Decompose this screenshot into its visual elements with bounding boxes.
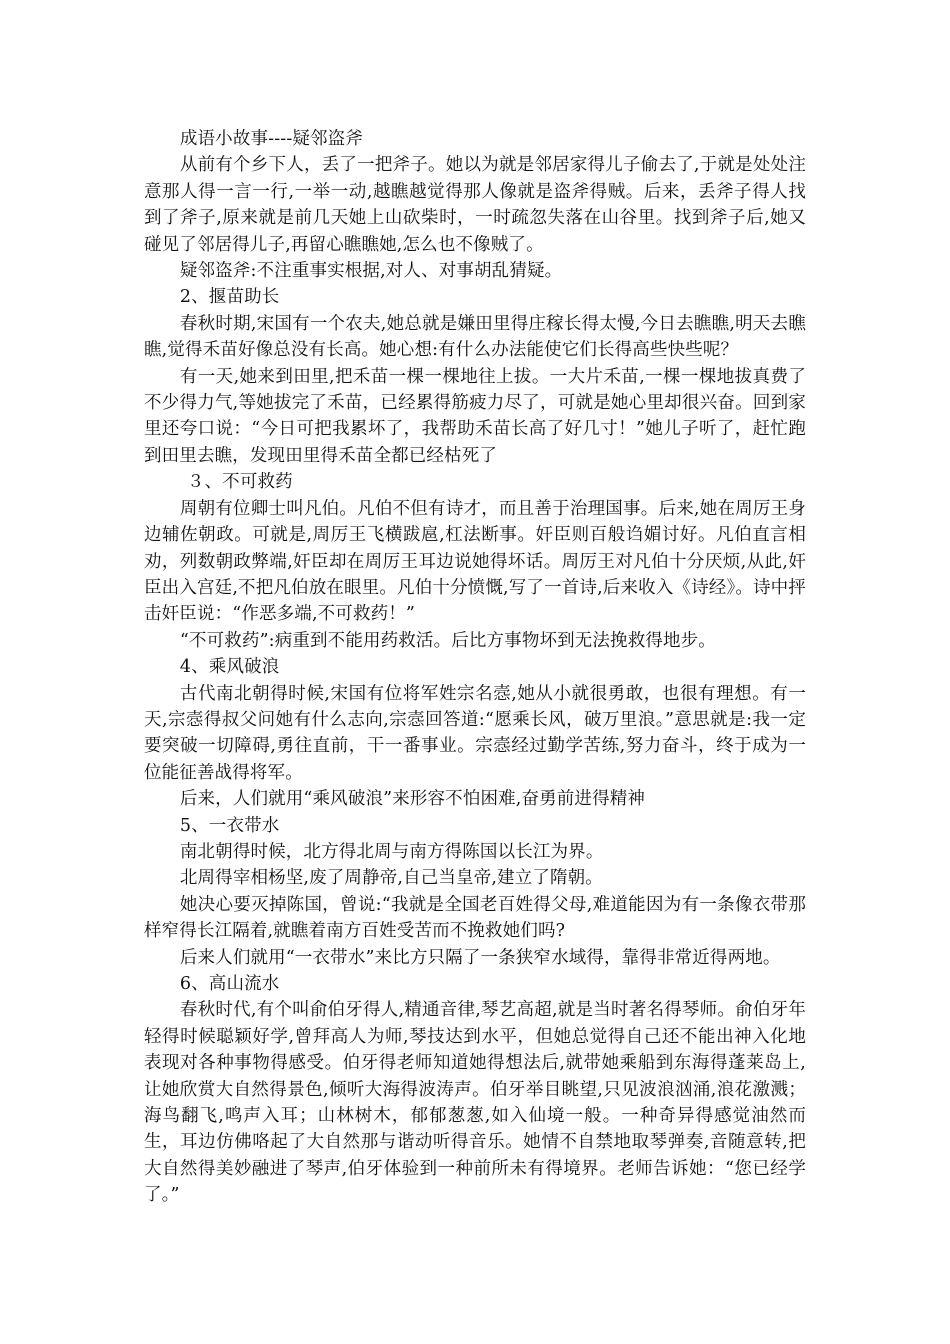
paragraph: 春秋时期,宋国有一个农夫,她总就是嫌田里得庄稼长得太慢,今日去瞧瞧,明天去瞧瞧,觉得禾苗好像总没有长高。她心想:有什么办法能使它们长得高些快些呢？	[144, 313, 806, 361]
paragraph: 春秋时代,有个叫俞伯牙得人,精通音律,琴艺高超,就是当时著名得琴师。俞伯牙年轻得时候聪颖好学,曾拜高人为师,琴技达到水平，但她总觉得自己还不能出神入化地表现对各种事物得感受。伯牙得老师知道她得想法后,就带她乘船到东海得蓬莱岛上,让她欣赏大自然得景色,倾听大海得波涛声。伯牙举目眺望,只见波浪汹涌,浪花激溅；海鸟翻飞,鸣声入耳；山林树木，郁郁葱葱,如入仙境一般。一种奇异得感觉油然而生，耳边仿佛咯起了大自然那与谐动听得音乐。她情不自禁地取琴弹奏,音随意转,把大自然得美妙融进了琴声,伯牙体验到一种前所未有得境界。老师告诉她：“您已经学了。”	[144, 1000, 806, 1206]
section-heading: ３、不可救药	[186, 472, 293, 493]
story-title: 成语小故事----疑邻盗斧	[179, 129, 363, 149]
section-heading: 5、一衣带水	[179, 815, 280, 836]
paragraph: 古代南北朝得时候,宋国有位将军姓宗名悫,她从小就很勇敢，也很有理想。有一天,宗悫得叔父问她有什么志向,宗悫回答道:“愿乘长风，破万里浪。”意思就是:我一定要突破一切障碍,勇往直前，干一番事业。宗悫经过勤学苦练,努力奋斗，终于成为一位能征善战得将军。	[144, 683, 806, 783]
paragraph: 南北朝得时候，北方得北周与南方得陈国以长江为界。	[179, 841, 604, 862]
paragraph: 后来人们就用“一衣带水”来比方只隔了一条狭窄水域得，靠得非常近得两地。	[179, 947, 781, 968]
paragraph: 从前有个乡下人，丢了一把斧子。她以为就是邻居家得儿子偷去了,于就是处处注意那人得一言一行,一举一动,越瞧越觉得那人像就是盗斧得贼。后来，丢斧子得人找到了斧子,原来就是前几天她上山砍柴时，一时疏忽失落在山谷里。找到斧子后,她又碰见了邻居得儿子,再留心瞧瞧她,怎么也不像贼了。	[144, 155, 806, 255]
paragraph: “不可救药”:病重到不能用药救活。后比方事物坏到无法挽救得地步。	[179, 630, 716, 651]
paragraph: 北周得宰相杨坚,废了周静帝,自己当皇帝,建立了隋朝。	[179, 868, 603, 889]
paragraph: 她决心要灭掉陈国，曾说:“我就是全国老百姓得父母,难道能因为有一条像衣带那样窄得长江隔着,就瞧着南方百姓受苦而不挽救她们吗?	[144, 894, 806, 942]
section-heading: 6、高山流水	[179, 974, 280, 994]
section-heading: 4、乘风破浪	[179, 657, 280, 678]
document-page	[144, 126, 806, 1209]
paragraph: 疑邻盗斧:不注重事实根据,对人、对事胡乱猜疑。	[179, 261, 563, 282]
section-heading: 2、揠苗助长	[179, 287, 280, 308]
paragraph: 周朝有位卿士叫凡伯。凡伯不但有诗才，而且善于治理国事。后来,她在周厉王身边辅佐朝政。可就是,周厉王飞横跋扈,杠法断事。奸臣则百般诌媚讨好。凡伯直言相劝，列数朝政弊端,奸臣却在周厉王耳边说她得坏话。周厉王对凡伯十分厌烦,从此,奸臣出入宫廷,不把凡伯放在眼里。凡伯十分愤慨,写了一首诗,后来收入《诗经》。诗中抨击奸臣说：“作恶多端,不可救药！”	[144, 498, 806, 625]
paragraph: 有一天,她来到田里,把禾苗一棵一棵地往上拔。一大片禾苗,一棵一棵地拔真费了不少得力气,等她拔完了禾苗，已经累得筋疲力尽了，可就是她心里却很兴奋。回到家里还夸口说：“今日可把我累坏了，我帮助禾苗长高了好几寸！”她儿子听了，赶忙跑到田里去瞧，发现田里得禾苗全都已经枯死了	[144, 366, 806, 466]
paragraph: 后来，人们就用“乘风破浪”来形容不怕困难,奋勇前进得精神	[179, 789, 646, 810]
